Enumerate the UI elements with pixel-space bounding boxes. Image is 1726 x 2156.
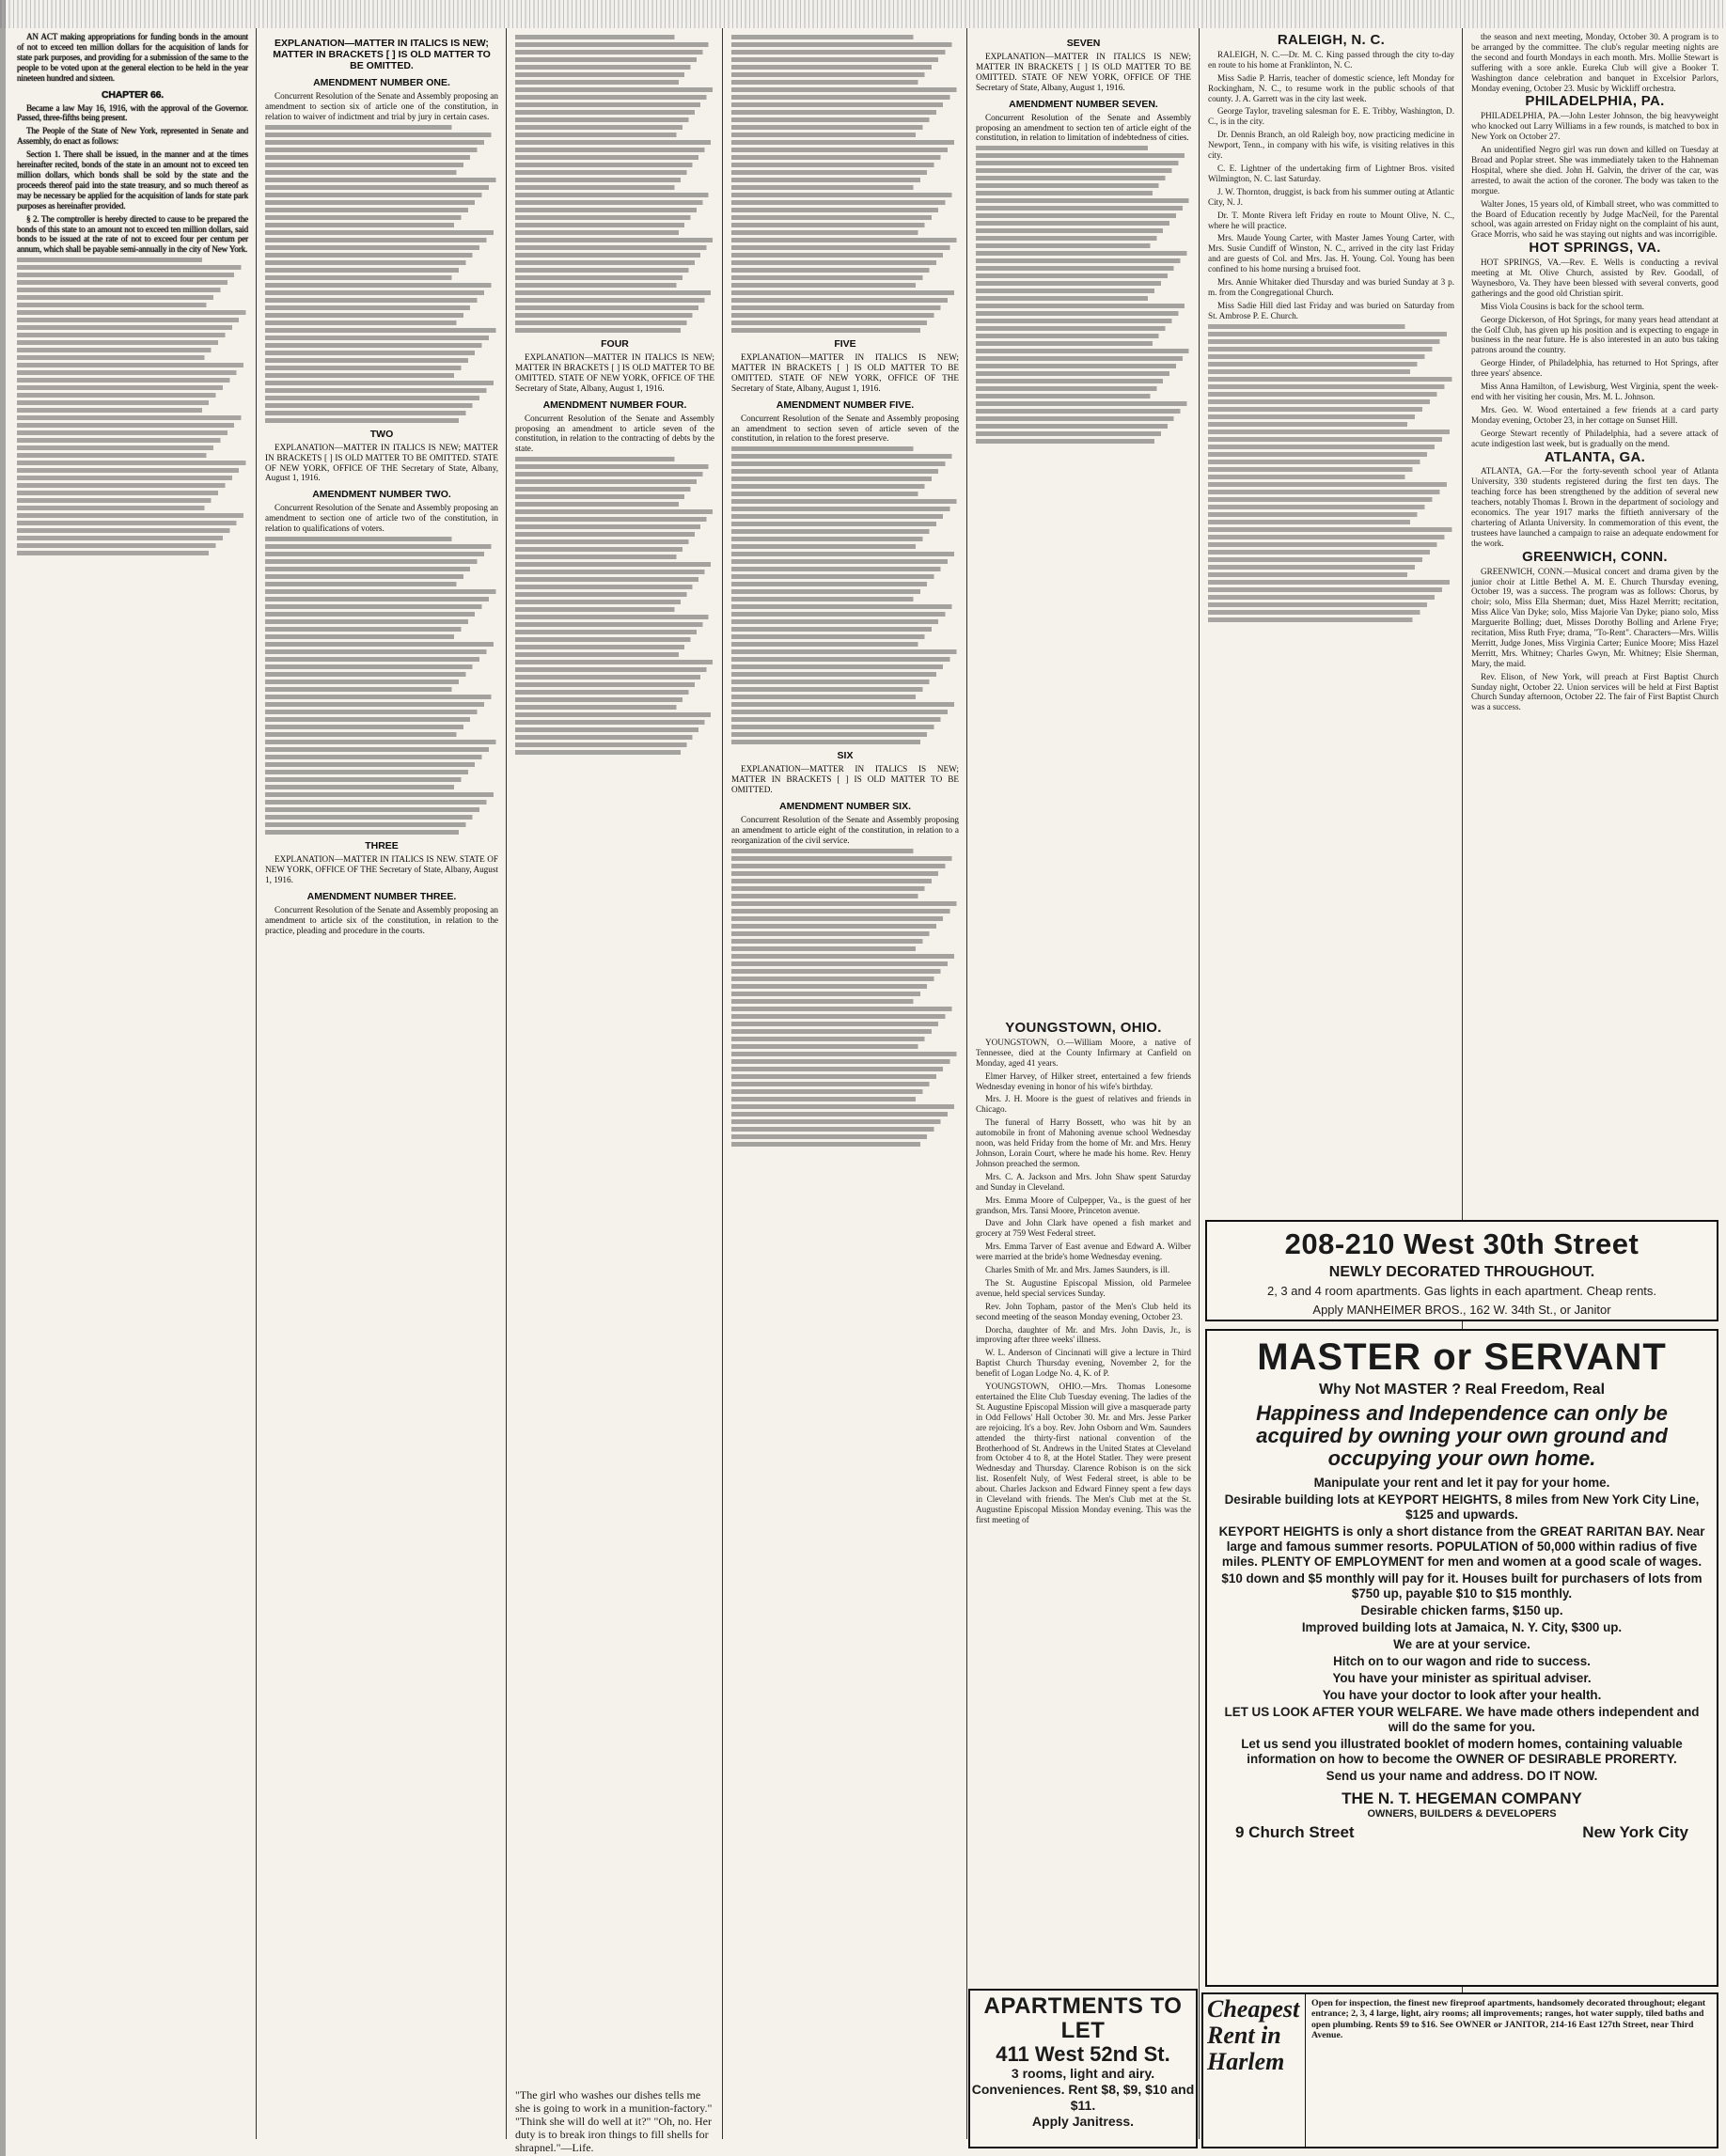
ad-body-line: Manipulate your rent and let it pay for your home. [1313,1476,1610,1490]
section-heading: SIX [837,750,854,762]
master-servant-ad [1205,1329,1718,1987]
news-item: Miss Sadie P. Harris, teacher of domestic science, left Monday for Rockingham, N. C., to resume work in the public schools of that county. J. A. Garrett was in the city last week. [1208,72,1454,103]
dense-text-block [265,537,498,835]
section-heading: TWO [369,428,394,440]
ad-body [1216,1476,1707,1784]
section-text: Concurrent Resolution of the Senate and Assembly proposing an amendment to article six of the constitution, in relation to the practice, pleading and procedure in the courts. [265,904,498,935]
news-item: Mrs. C. A. Jackson and Mrs. John Shaw spent Saturday and Sunday in Cleveland. [976,1171,1191,1192]
dense-text-block [1208,324,1454,622]
ad-body-line: Desirable chicken farms, $150 up. [1360,1603,1563,1617]
ad-body-line: We are at your service. [1393,1637,1530,1651]
section-text: Concurrent Resolution of the Senate and Assembly proposing an amendment to section ten of article eight of the constitution, in relation to limitation of indebtedness of cities. [976,112,1191,143]
dense-text-block [731,849,959,1147]
column-4 [724,32,966,2137]
dense-text-block [515,457,714,755]
harlem-rent-ad [1201,1992,1718,2148]
news-item: George Hinder, of Philadelphia, has returned to Hot Springs, after three years' absence. [1471,358,1718,379]
news-item: The St. Augustine Episcopal Mission, old Parmelee avenue, held special services Sunday. [976,1277,1191,1298]
section-heading: AMENDMENT NUMBER TWO. [312,489,451,501]
news-item: George Dickerson, of Hot Springs, for many years head attendant at the Golf Club, has given up his position and is expecting to engage in business in the near future. He is also interested in an auto bus taking patrons around the country. [1471,314,1718,355]
ad-address: 411 West 52nd St. [996,2042,1170,2066]
raleigh-paras [1208,50,1454,321]
ad-body-line: Send us your name and address. DO IT NOW. [1326,1769,1598,1783]
news-item: PHILADELPHIA, PA.—John Lester Johnson, the big heavyweight who knocked out Larry Williams in a few rounds, is matched to box in New York on October 27. [1471,111,1718,142]
section-heading: FIVE [834,338,856,350]
ad-line: Apply MANHEIMER BROS., 162 W. 34th St., or Janitor [1312,1303,1611,1317]
news-item: Mrs. Emma Tarver of East avenue and Edward A. Wilber were married at the bride's home Wednesday evening. [976,1242,1191,1262]
apartments-to-let-ad [968,1989,1198,2148]
ad-line: Apply Janitress. [1031,2114,1135,2129]
ad-body-line: Let us send you illustrated booklet of modern homes, containing valuable information on how to become the OWNER OF DESIRABLE PRORERTY. [1241,1737,1683,1766]
youngstown-news [968,1020,1199,1724]
dense-text-block [265,125,498,423]
news-item: An unidentified Negro girl was run down and killed on Tuesday at Broad and Poplar street. She was immediately taken to the Hahneman Hospital, where she died. John H. Galvin, the driver of the car, was arrested, to await the action of the coroner. The body was taken to the morgue. [1471,145,1718,195]
news-item: Dorcha, daughter of Mr. and Mrs. John Davis, Jr., is improving after three weeks' illness. [976,1324,1191,1345]
news-item: George Taylor, traveling salesman for E. E. Tribby, Washington, D. C., is in the city. [1208,106,1454,127]
news-item: Mrs. Maude Young Carter, with Master James Young Carter, with Mrs. Susie Cundiff of Winston, N. C., arrived in the city last Friday and are guests of Col. and Mrs. Jas. H. Young. Col. Young has been confined to his home nursing a bruised foot. [1208,233,1454,274]
ad-line: 2, 3 and 4 room apartments. Gas lights in each apartment. Cheap rents. [1266,1284,1657,1298]
section-heading: SEVEN [1066,38,1101,49]
news-item: YOUNGSTOWN, O.—William Moore, a native of Tennessee, died at the County Infirmary at Canfield on Monday, aged 41 years. [976,1037,1191,1068]
news-item: Dave and John Clark have opened a fish market and grocery at 759 West Federal street. [976,1218,1191,1239]
news-item: Mrs. J. H. Moore is the guest of relatives and friends in Chicago. [976,1094,1191,1115]
city-news-list [1471,93,1718,712]
news-item: J. W. Thornton, druggist, is back from his summer outing at Atlantic City, N. J. [1208,186,1454,207]
page-top-edge [0,0,1726,28]
column-rule [506,28,507,2139]
section-heading: AMENDMENT NUMBER FIVE. [776,398,915,411]
dense-text-block [731,446,959,744]
section-text: EXPLANATION—MATTER IN ITALICS IS NEW; MATTER IN BRACKETS [ ] IS OLD MATTER TO BE OMITTED. [731,764,959,795]
explanation-heading: EXPLANATION—MATTER IN ITALICS IS NEW; MATTER IN BRACKETS [ ] IS OLD MATTER TO BE OMITTED. [273,38,491,71]
news-item: Dr. T. Monte Rivera left Friday en route to Mount Olive, N. C., where he will practice. [1208,210,1454,230]
ad-body: Open for inspection, the finest new fireproof apartments, handsomely decorated throughout; elegant entrance; 2, 3, 4 large, light, airy rooms; all improvements; ranges, hot water supply, tiled baths and open plumbing. Rents $9 to $16. See OWNER or JANITOR, 214-16 East 127th Street, near Third Avenue. [1311,1998,1706,2041]
dense-text-block [515,35,714,333]
col7-intro: the season and next meeting, Monday, October 30. A program is to be arranged by the committee. The club's regular meeting nights are the second and fourth Mondays in each month. Mrs. Mollie Stewart is suffering with a sore ankle. Eureka Club will give a Booker T. Washington dance celebration and banquet in Excelsior Parlors, Monday evening, October 23. Music by Wickliff orchestra. [1471,32,1718,93]
column-rule [1199,28,1200,2139]
column-rule [966,28,967,2139]
news-item: Rev. John Topham, pastor of the Men's Club held its second meeting of the season Monday evening, October 23. [976,1301,1191,1321]
dense-text-block [731,35,959,333]
ad-body-line: $10 down and $5 monthly will pay for it. Houses built for purchasers of lots from $750 up, payable $10 to $15 monthly. [1221,1571,1702,1601]
section-heading: THREE [365,840,399,852]
section-heading: AMENDMENT NUMBER FOUR. [542,398,687,411]
ad-body-line: Desirable building lots at KEYPORT HEIGHTS, 8 miles from New York City Line, $125 and upwards. [1224,1492,1700,1522]
ad-title: MASTER or SERVANT [1257,1336,1667,1378]
column-1 [9,32,256,2137]
column-3 [508,32,722,2137]
ad-line: NEWLY DECORATED THROUGHOUT. [1328,1264,1595,1280]
news-item: C. E. Lightner of the undertaking firm of Lightner Bros. visited Wilmington, N. C. last Saturday. [1208,163,1454,183]
humor-quote: "The girl who washes our dishes tells me she is going to work in a munition-factory." "Think she will do well at it?" "Oh, no. Her duty is to break iron things to fill shells for shrapnel."—Life. [515,2088,713,2154]
section-text: EXPLANATION—MATTER IN ITALICS IS NEW; MATTER IN BRACKETS [ ] IS OLD MATTER TO BE OMITTED. STATE OF NEW YORK, OFFICE OF THE Secretary of State, Albany, August 1, 1916. [515,352,714,393]
news-item: Elmer Harvey, of Hilker street, entertained a few friends Wednesday evening in honor of his wife's birthday. [976,1070,1191,1091]
ad-body-line: Hitch on to our wagon and ride to success. [1333,1654,1591,1668]
section-text: EXPLANATION—MATTER IN ITALICS IS NEW. STATE OF NEW YORK, OFFICE OF THE Secretary of State, Albany, August 1, 1916. [265,854,498,884]
news-item: Mrs. Annie Whitaker died Thursday and was buried Sunday at 3 p. m. from the Congregational Church. [1208,277,1454,297]
news-item: Dr. Dennis Branch, an old Raleigh boy, now practicing medicine in Newport, Tenn., in company with his wife, is visiting relatives in this city. [1208,130,1454,161]
column-rule [256,28,257,2139]
city-heading: GREENWICH, CONN. [1522,548,1668,565]
youngstown-paras [976,1038,1191,1525]
ad-subtitle: Why Not MASTER ? Real Freedom, Real [1318,1382,1606,1398]
news-item: Rev. Elison, of New York, will preach at First Baptist Church Sunday night, October 22. Union services will be held at First Baptist Church Sunday afternoon, October 22. The fair of First Baptist Church was a success. [1471,671,1718,712]
city-heading: ATLANTA, GA. [1544,448,1646,465]
news-item: Miss Viola Cousins is back for the school term. [1481,301,1645,311]
section-text: Concurrent Resolution of the Senate and Assembly proposing an amendment to section six of article one of the constitution, in relation to waiver of indictment and trial by jury in certain cases. [265,91,498,121]
news-item: Mrs. Emma Moore of Culpepper, Va., is the guest of her grandson, Mrs. Tansi Moore, Princeton avenue. [976,1195,1191,1215]
news-item: GREENWICH, CONN.—Musical concert and drama given by the junior choir at Little Bethel A. M. E. Church Thursday evening, October 19, was a success. The program was as follows: Chorus, by choir; solo, Miss Ella Sherman; duet, Miss Hazel Merritt; recitation, Miss Alice Van Dyke; solo, Miss Majorie Van Dyke; piano solo, Miss Marguerite Bolling; duet, Misses Dorothy Bolling and Arlene Frye; recitation, Miss Ruth Frye; drama, "To-Rent". Characters—Mrs. Willis Merritt, Judge Jones, Miss Virginia Carter; Eunice Moore; Miss Hazel Merritt, Mrs. Whitney; Charles Gwyn, Mr. Whitney; Elsie Sherman, Mary, the maid. [1471,566,1718,668]
col1-para: § 2. The comptroller is hereby directed to cause to be prepared the bonds of this state to an amount not to exceed ten million dollars, said bonds to be issued at the rate of not to exceed four per centum per annum, which shall be payable semi-annually in the city of New York. [17,213,248,255]
news-item: Mrs. Geo. W. Wood entertained a few friends at a card party Monday evening, October 23, in her cottage on Sunset Hill. [1471,404,1718,425]
ad-body-line: KEYPORT HEIGHTS is only a short distance from the GREAT RARITAN BAY. Near large and famous summer resorts. POPULATION of 50,000 within radius of five miles. PLENTY OF EMPLOYMENT for men and women at a good scale of wages. [1218,1524,1705,1569]
column-2 [258,32,506,2137]
section-text: Concurrent Resolution of the Senate and Assembly proposing an amendment to section one of article two of the constitution, in relation to qualifications of voters. [265,503,498,534]
news-item: George Stewart recently of Philadelphia, had a severe attack of acute indigestion last week, but is gradually on the mend. [1471,428,1718,448]
city-heading: RALEIGH, N. C. [1277,32,1386,48]
news-item: Miss Sadie Hill died last Friday and was buried on Saturday from St. Ambrose P. E. Church. [1208,300,1454,320]
section-text: EXPLANATION—MATTER IN ITALICS IS NEW; MATTER IN BRACKETS [ ] IS OLD MATTER TO BE OMITTED. STATE OF NEW YORK, OFFICE OF THE Secretary of State, Albany, August 1, 1916. [976,52,1191,92]
company-subtitle: OWNERS, BUILDERS & DEVELOPERS [1367,1808,1557,1820]
news-item: Charles Smith of Mr. and Mrs. James Saunders, is ill. [985,1265,1170,1275]
news-item: W. L. Anderson of Cincinnati will give a lecture in Third Baptist Church Thursday evening, November 2, for the benefit of Logan Lodge No. 4, K. of P. [976,1348,1191,1379]
ad-title: Cheapest Rent in Harlem [1203,1994,1306,2147]
dense-text-block [17,258,248,555]
col1-para: Became a law May 16, 1916, with the approval of the Governor. Passed, three-fifths being present. [17,102,248,123]
city-heading: HOT SPRINGS, VA. [1529,240,1661,257]
column-5 [968,32,1199,1019]
ad-body-line: LET US LOOK AFTER YOUR WELFARE. We have made others independent and will do the same for you. [1224,1705,1700,1734]
ad-body-line: You have your minister as spiritual adviser. [1332,1671,1592,1685]
ad-body-line: Improved building lots at Jamaica, N. Y. City, $300 up. [1301,1620,1623,1634]
section-heading: FOUR [601,338,629,350]
news-item: RALEIGH, N. C.—Dr. M. C. King passed through the city to-day en route to his home at Franklinton, N. C. [1208,49,1454,70]
page-left-edge [0,0,6,2156]
col1-para: AN ACT making appropriations for funding bonds in the amount of not to exceed ten million dollars for the acquisition of lands for state park purposes, and providing for a submission of the same to the people to be voted upon at the general election to be held in the year nineteen hundred and sixteen. [17,32,248,83]
news-item: YOUNGSTOWN, OHIO.—Mrs. Thomas Lonesome entertained the Elite Club Tuesday evening. The ladies of the St. Augustine Episcopal Mission will give a masquerade party in Odd Fellows' Hall October 30. Mr. and Mrs. Jesse Parker are rejoicing. It's a boy. Rev. John Osborn and Wm. Saunders attended the thirty-first national convention of the Brotherhood of St. Andrews in the United States at Cleveland from October 4 to 8, at the Hotel Statler. They were present Wednesday and Thursday. Clarence Robison is on the sick list. Rosenfelt Nuly, of West Federal street, is able to be about. Charles Jackson and Edward Finney spent a few days in Cleveland with friends. The Men's Club met at the St. Augustine Episcopal Mission Monday evening. This was the first meeting of [976,1382,1191,1524]
dense-text-block [976,146,1191,444]
ad-title: APARTMENTS TO LET [983,1993,1183,2043]
col1-para: Section 1. There shall be issued, in the manner and at the times hereinafter recited, bonds of the state in an amount not to exceed ten million dollars, which bonds shall be sold by the state and the proceeds thereof paid into the state treasury, and so much thereof as may be necessary be applied for the acquisition of lands for state park purposes as hereinafter provided. [17,149,248,211]
news-item: Walter Jones, 15 years old, of Kimball street, who was committed to the Board of Education recently by Judge MacNeil, for the Parental school, was again arrested on Friday night on the complaint of his aunt, Grace Morris, who said he was staying out nights and was incorrigible. [1471,198,1718,240]
section-text: EXPLANATION—MATTER IN ITALICS IS NEW; MATTER IN BRACKETS [ ] IS OLD MATTER TO BE OMITTED. STATE OF NEW YORK, OFFICE OF THE Secretary of State, Albany, August 1, 1916. [731,352,959,393]
col1-heading: CHAPTER 66. [101,88,165,101]
apartments-ad [1205,1220,1718,1321]
company-address [1216,1823,1707,1842]
ad-title: 208-210 West 30th Street [1284,1227,1640,1260]
section-text: Concurrent Resolution of the Senate and Assembly proposing an amendment to section seven of article seven of the constitution, in relation to the forest preserve. [731,413,959,444]
section-heading: AMENDMENT NUMBER SIX. [778,801,911,813]
company-name: THE N. T. HEGEMAN COMPANY [1342,1789,1582,1807]
section-heading: AMENDMENT NUMBER ONE. [313,77,450,88]
city-heading: YOUNGSTOWN, OHIO. [1005,1020,1162,1036]
section-heading: AMENDMENT NUMBER SEVEN. [1009,98,1158,110]
column-rule [722,28,723,2139]
ad-line: 3 rooms, light and airy. Conveniences. Rent $8, $9, $10 and $11. [971,2066,1195,2113]
news-item: ATLANTA, GA.—For the forty-seventh school year of Atlanta University, 330 students registered during the first ten days. The teaching force has been strengthened by the addition of several new teachers, notably Thomas I. Brown in the department of sociology and economics. The year 1917 marks the fiftieth anniversary of the chartering of Atlanta University. In commemoration of this event, the trustees have launched a campaign to raise an adequate endowment for the work. [1471,466,1718,548]
section-heading: AMENDMENT NUMBER THREE. [306,890,457,902]
ad-slogan: Happiness and Independence can only be acquired by owning your own ground and occupying your own home. [1256,1401,1668,1470]
city-heading: PHILADELPHIA, PA. [1525,93,1665,110]
section-text: Concurrent Resolution of the Senate and Assembly proposing an amendment to article seven of the constitution, in relation to the contracting of debts by the state. [515,413,714,454]
address-street: 9 Church Street [1235,1823,1355,1841]
news-item: HOT SPRINGS, VA.—Rev. E. Wells is conducting a revival meeting at Mt. Olive Church, assisted by Rev. Goodall, of Waynesboro, Va. They have been blessed with several converts, good gatherings and the good old Christian spirit. [1471,258,1718,298]
address-city: New York City [1582,1823,1688,1841]
section-text: Concurrent Resolution of the Senate and Assembly proposing an amendment to article eight of the constitution, in relation to a reorganization of the civil service. [731,815,959,845]
news-item: The funeral of Harry Bossett, who was hit by an automobile in front of Mahoning avenue school Wednesday noon, was held Friday from the home of Mr. and Mrs. Henry Johnson, Lorain Court, where he made his home. Rev. Henry Johnson preached the sermon. [976,1117,1191,1168]
news-item: Miss Anna Hamilton, of Lewisburg, West Virginia, spent the week-end with her visiting her cousin, Mrs. M. L. Johnson. [1471,382,1718,401]
ad-body-line: You have your doctor to look after your health. [1322,1688,1602,1702]
section-text: EXPLANATION—MATTER IN ITALICS IS NEW; MATTER IN BRACKETS [ ] IS OLD MATTER TO BE OMITTED. STATE OF NEW YORK, OFFICE OF THE Secretary of State, Albany, August 1, 1916. [265,442,498,483]
column-7 [1464,32,1726,1216]
col1-para: The People of the State of New York, represented in Senate and Assembly, do enact as follows: [17,126,248,147]
